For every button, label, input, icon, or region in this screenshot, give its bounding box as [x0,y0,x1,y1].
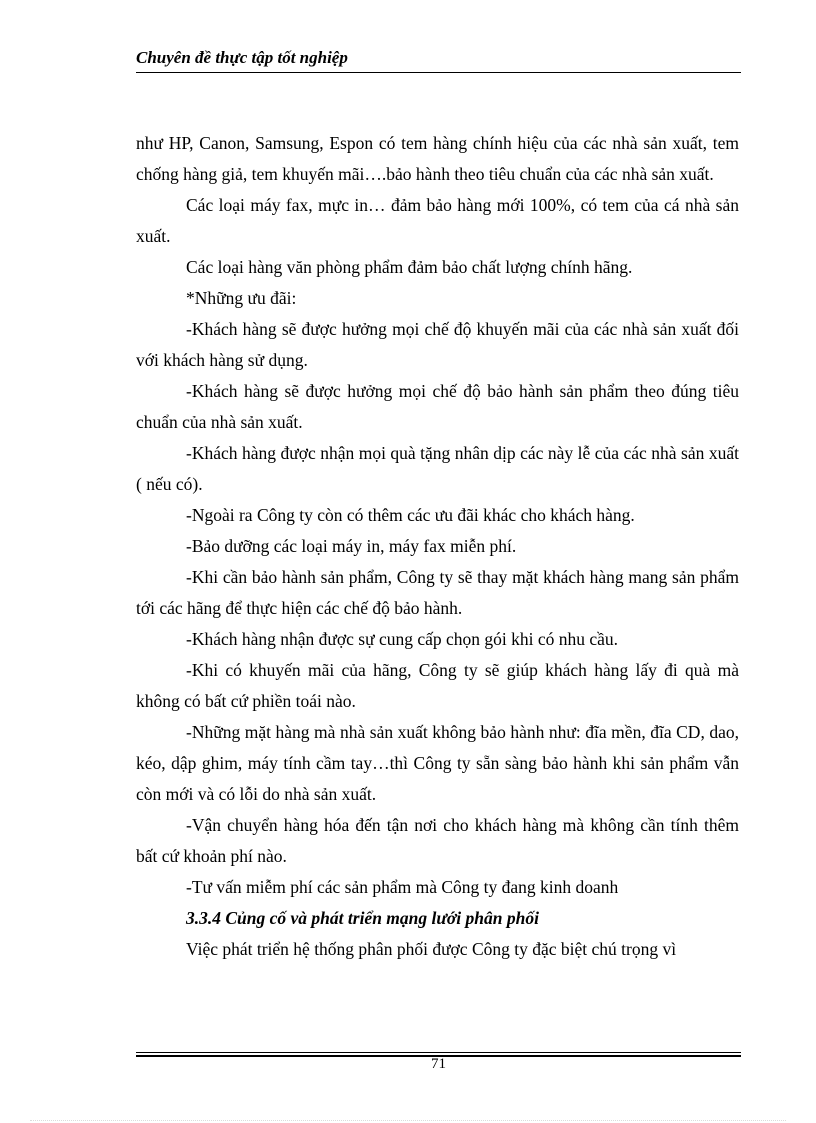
page-number: 71 [431,1056,446,1072]
paragraph: *Những ưu đãi: [186,288,297,308]
paragraph: Việc phát triển hệ thống phân phối được Công ty đặc biệt chú trọng vì [186,939,677,959]
paragraph: -Khi cần bảo hành sản phẩm, Công ty sẽ thay mặt khách hàng mang sản phẩm tới các hãng để thực hiện các chế độ bảo hành. [136,567,739,618]
paragraph: -Khách hàng được nhận mọi quà tặng nhân dịp các này lễ của các nhà sản xuất ( nếu có). [136,443,739,494]
paragraph: -Khách hàng sẽ được hưởng mọi chế độ bảo hành sản phẩm theo đúng tiêu chuẩn của nhà sản xuất. [136,381,739,432]
footer-rule [136,1052,741,1053]
paragraph: như HP, Canon, Samsung, Espon có tem hàng chính hiệu của các nhà sản xuất, tem chống hàng giả, tem khuyến mãi….bảo hành theo tiêu chuẩn của các nhà sản xuất. [136,133,739,184]
paragraph: -Ngoài ra Công ty còn có thêm các ưu đãi khác cho khách hàng. [186,505,635,525]
paragraph: -Khi có khuyến mãi của hãng, Công ty sẽ giúp khách hàng lấy đi quà mà không có bất cứ phiền toái nào. [136,660,739,711]
body-text [136,128,739,965]
paragraph: -Khách hàng sẽ được hưởng mọi chế độ khuyến mãi của các nhà sản xuất đối với khách hàng sử dụng. [136,319,739,370]
header-rule [136,72,741,73]
page-bottom-border [30,1120,786,1121]
paragraph: -Những mặt hàng mà nhà sản xuất không bảo hành như: đĩa mền, đĩa CD, dao, kéo, dập ghim, máy tính cầm tay…thì Công ty sẵn sàng bảo hành khi sản phẩm vẫn còn mới và có lỗi do nhà sản xuất. [136,722,739,804]
paragraph: -Khách hàng nhận được sự cung cấp chọn gói khi có nhu cầu. [186,629,619,649]
paragraph: -Vận chuyển hàng hóa đến tận nơi cho khách hàng mà không cần tính thêm bất cứ khoản phí nào. [136,815,739,866]
paragraph: Các loại hàng văn phòng phẩm đảm bảo chất lượng chính hãng. [186,257,633,277]
section-heading: 3.3.4 Củng cố và phát triển mạng lưới phân phối [186,908,539,928]
running-header-title: Chuyên đề thực tập tốt nghiệp [136,48,348,67]
paragraph: Các loại máy fax, mực in… đảm bảo hàng mới 100%, có tem của cá nhà sản xuất. [136,195,739,246]
paragraph: -Tư vấn miễm phí các sản phẩm mà Công ty đang kinh doanh [186,877,619,897]
paragraph: -Bảo dưỡng các loại máy in, máy fax miễn phí. [186,536,517,556]
